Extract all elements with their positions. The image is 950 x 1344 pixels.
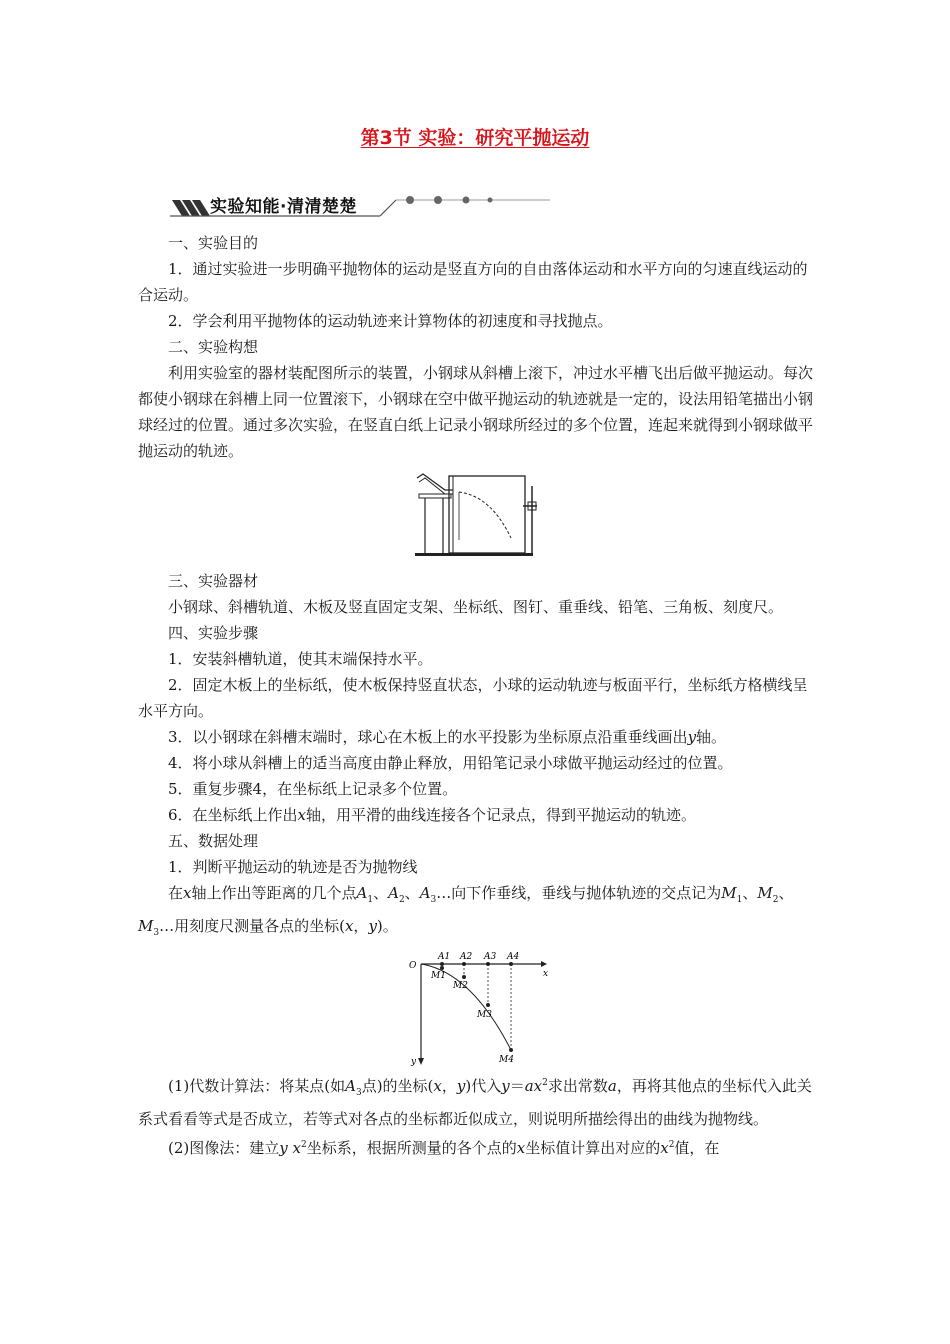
purpose-item-2: 2．学会利用平抛物体的运动轨迹来计算物体的初速度和寻找抛点。: [168, 312, 613, 330]
data-subheading-1: 1．判断平抛运动的轨迹是否为抛物线: [168, 858, 418, 876]
data-paragraph-points: 在x轴上作出等距离的几个点$A_1$、$A_2$、$A_3\dots$向下作垂线，垂线与抛体轨迹的交点记为$M_1$、$M_2$、$M_3\dots$用刻度尺测量各点的坐标(x，y)。: [138, 884, 794, 938]
heading-concept: 二、实验构想: [168, 338, 259, 356]
apparatus-figure: [138, 470, 814, 560]
label-m1: M1: [431, 971, 446, 981]
heading-equipment: 三、实验器材: [168, 572, 259, 590]
section-banner: [170, 186, 550, 222]
step-5: 5．重复步骤4，在坐标纸上记录多个位置。: [168, 780, 458, 798]
step-6: 6．在坐标纸上作出x轴，用平滑的曲线连接各个记录点，得到平抛运动的轨迹。: [168, 806, 697, 824]
step-4: 4．将小球从斜槽上的适当高度由静止释放，用铅笔记录小球做平抛运动经过的位置。: [168, 754, 733, 772]
label-a3: A3: [484, 952, 497, 962]
graph-method: (2)图像法：建立y $x^2$坐标系，根据所测量的各个点的x坐标值计算出对应的$x^2$值，在: [168, 1139, 720, 1157]
origin-label: O: [409, 961, 417, 971]
algebraic-method: (1)代数计算法：将某点(如$A_3$点)的坐标(x，y)代入$y=ax^2$求出常数a，再将其他点的坐标代入此关系式看看等式是否成立，若等式对各点的坐标都近似成立，则说明所描绘得出的曲线为抛物线。: [138, 1077, 812, 1128]
step-1: 1．安装斜槽轨道，使其末端保持水平。: [168, 650, 433, 668]
label-a2: A2: [460, 952, 473, 962]
page-title: 第3节 实验：研究平抛运动: [360, 127, 590, 149]
label-a4: A4: [507, 952, 520, 962]
document-body: [138, 230, 814, 1161]
heading-purpose: 一、实验目的: [168, 234, 259, 252]
trajectory-figure: [138, 950, 814, 1068]
banner-title: 实验知能·清清楚楚: [210, 197, 357, 217]
x-axis-label: x: [543, 969, 549, 979]
trajectory-diagram: [401, 950, 551, 1068]
apparatus-diagram: [411, 470, 541, 560]
concept-paragraph: 利用实验室的器材装配图所示的装置，小钢球从斜槽上滚下，冲过水平槽飞出后做平抛运动。每次都使小钢球在斜槽上同一位置滚下，小钢球在空中做平抛运动的轨迹就是一定的，设法用铅笔描出小钢球经过的位置。通过多次实验，在竖直白纸上记录小钢球所经过的多个位置，连起来就得到小钢球做平抛运动的轨迹。: [138, 364, 814, 460]
equipment-paragraph: 小钢球、斜槽轨道、木板及竖直固定支架、坐标纸、图钉、重垂线、铅笔、三角板、刻度尺。: [168, 598, 784, 616]
label-a1: A1: [438, 952, 451, 962]
step-3: 3．以小钢球在斜槽末端时，球心在木板上的水平投影为坐标原点沿重垂线画出y轴。: [168, 728, 727, 746]
step-2: 2．固定木板上的坐标纸，使木板保持竖直状态，小球的运动轨迹与板面平行，坐标纸方格横线呈水平方向。: [138, 676, 808, 720]
heading-steps: 四、实验步骤: [168, 624, 259, 642]
label-m2: M2: [453, 981, 468, 991]
heading-data: 五、数据处理: [168, 832, 259, 850]
label-m3: M3: [477, 1010, 492, 1020]
purpose-item-1: 1．通过实验进一步明确平抛物体的运动是竖直方向的自由落体运动和水平方向的匀速直线运动的合运动。: [138, 260, 808, 304]
label-m4: M4: [499, 1055, 514, 1065]
y-axis-label: y: [411, 1057, 417, 1067]
